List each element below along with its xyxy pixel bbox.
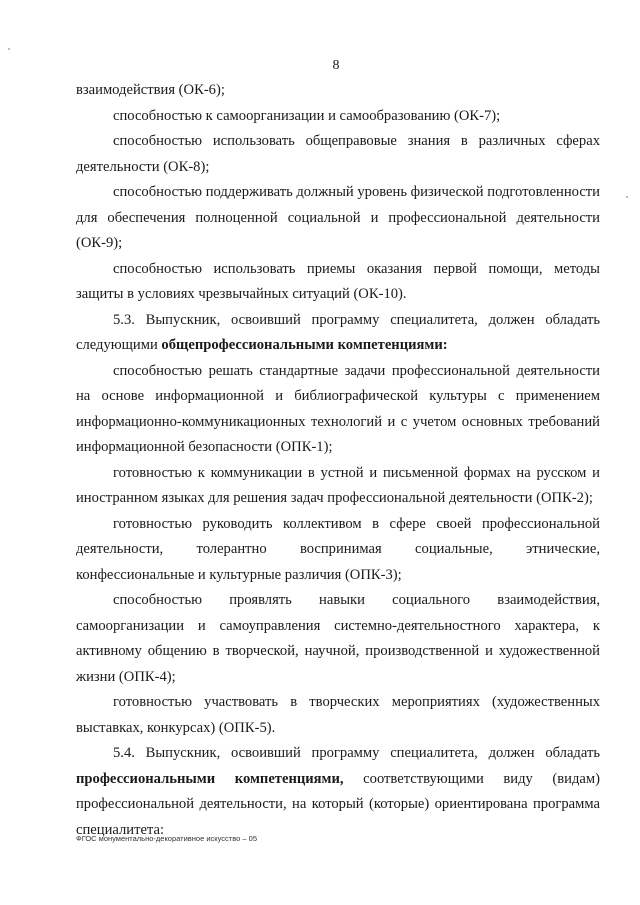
- paragraph: готовностью участвовать в творческих мероприятиях (художественных выставках, конкурсах) (ОПК-5).: [76, 694, 600, 736]
- page-number: 8: [332, 58, 340, 73]
- document-body: [76, 78, 600, 843]
- paragraph: взаимодействия (ОК-6);: [76, 82, 225, 98]
- page-footer: ФГОС монументально-декоративное искусство – 05: [76, 834, 257, 843]
- bold-term: профессиональными компетенциями,: [76, 770, 344, 787]
- paragraph: готовностью руководить коллективом в сфере своей профессиональной деятельности, толерантно воспринимая социальные, этнические, конфессиональные и культурные различия (ОПК-3);: [76, 515, 600, 583]
- scan-artifact: [8, 48, 10, 50]
- scan-artifact: [626, 196, 628, 198]
- paragraph: способностью использовать общеправовые знания в различных сферах деятельности (ОК-8);: [76, 133, 600, 175]
- paragraph: способностью к самоорганизации и самообразованию (ОК-7);: [113, 107, 501, 124]
- paragraph: способностью проявлять навыки социального взаимодействия, самоорганизации и самоуправления системно-деятельностного характера, к активному общению в творческой, научной, производственной и художественной жизни (ОПК-4);: [76, 592, 600, 685]
- section-paragraph-5-3: [76, 308, 600, 359]
- paragraph-text: 5.4. Выпускник, освоивший программу специалитета, должен обладать: [113, 745, 600, 761]
- bold-term: общепрофессиональными компетенциями:: [161, 337, 448, 353]
- paragraph: готовностью к коммуникации в устной и письменной формах на русском и иностранном языках для решения задач профессиональной деятельности (ОПК-2);: [76, 464, 600, 506]
- paragraph-text: соответствующими виду (видам) профессиональной деятельности, на который (которые) ориентирована программа специалитета:: [76, 770, 600, 838]
- paragraph-text: 5.3. Выпускник, освоивший программу специалитета, должен обладать следующими: [76, 311, 600, 353]
- section-paragraph-5-4: [76, 741, 600, 843]
- paragraph: способностью поддерживать должный уровень физической подготовленности для обеспечения полноценной социальной и профессиональной деятельности (ОК-9);: [76, 184, 600, 251]
- paragraph: способностью решать стандартные задачи профессиональной деятельности на основе информационной и библиографической культуры с применением информационно-коммуникационных технологий и с учетом основных требований информационной безопасности (ОПК-1);: [76, 362, 600, 455]
- paragraph: способностью использовать приемы оказания первой помощи, методы защиты в условиях чрезвычайных ситуаций (ОК-10).: [76, 260, 600, 302]
